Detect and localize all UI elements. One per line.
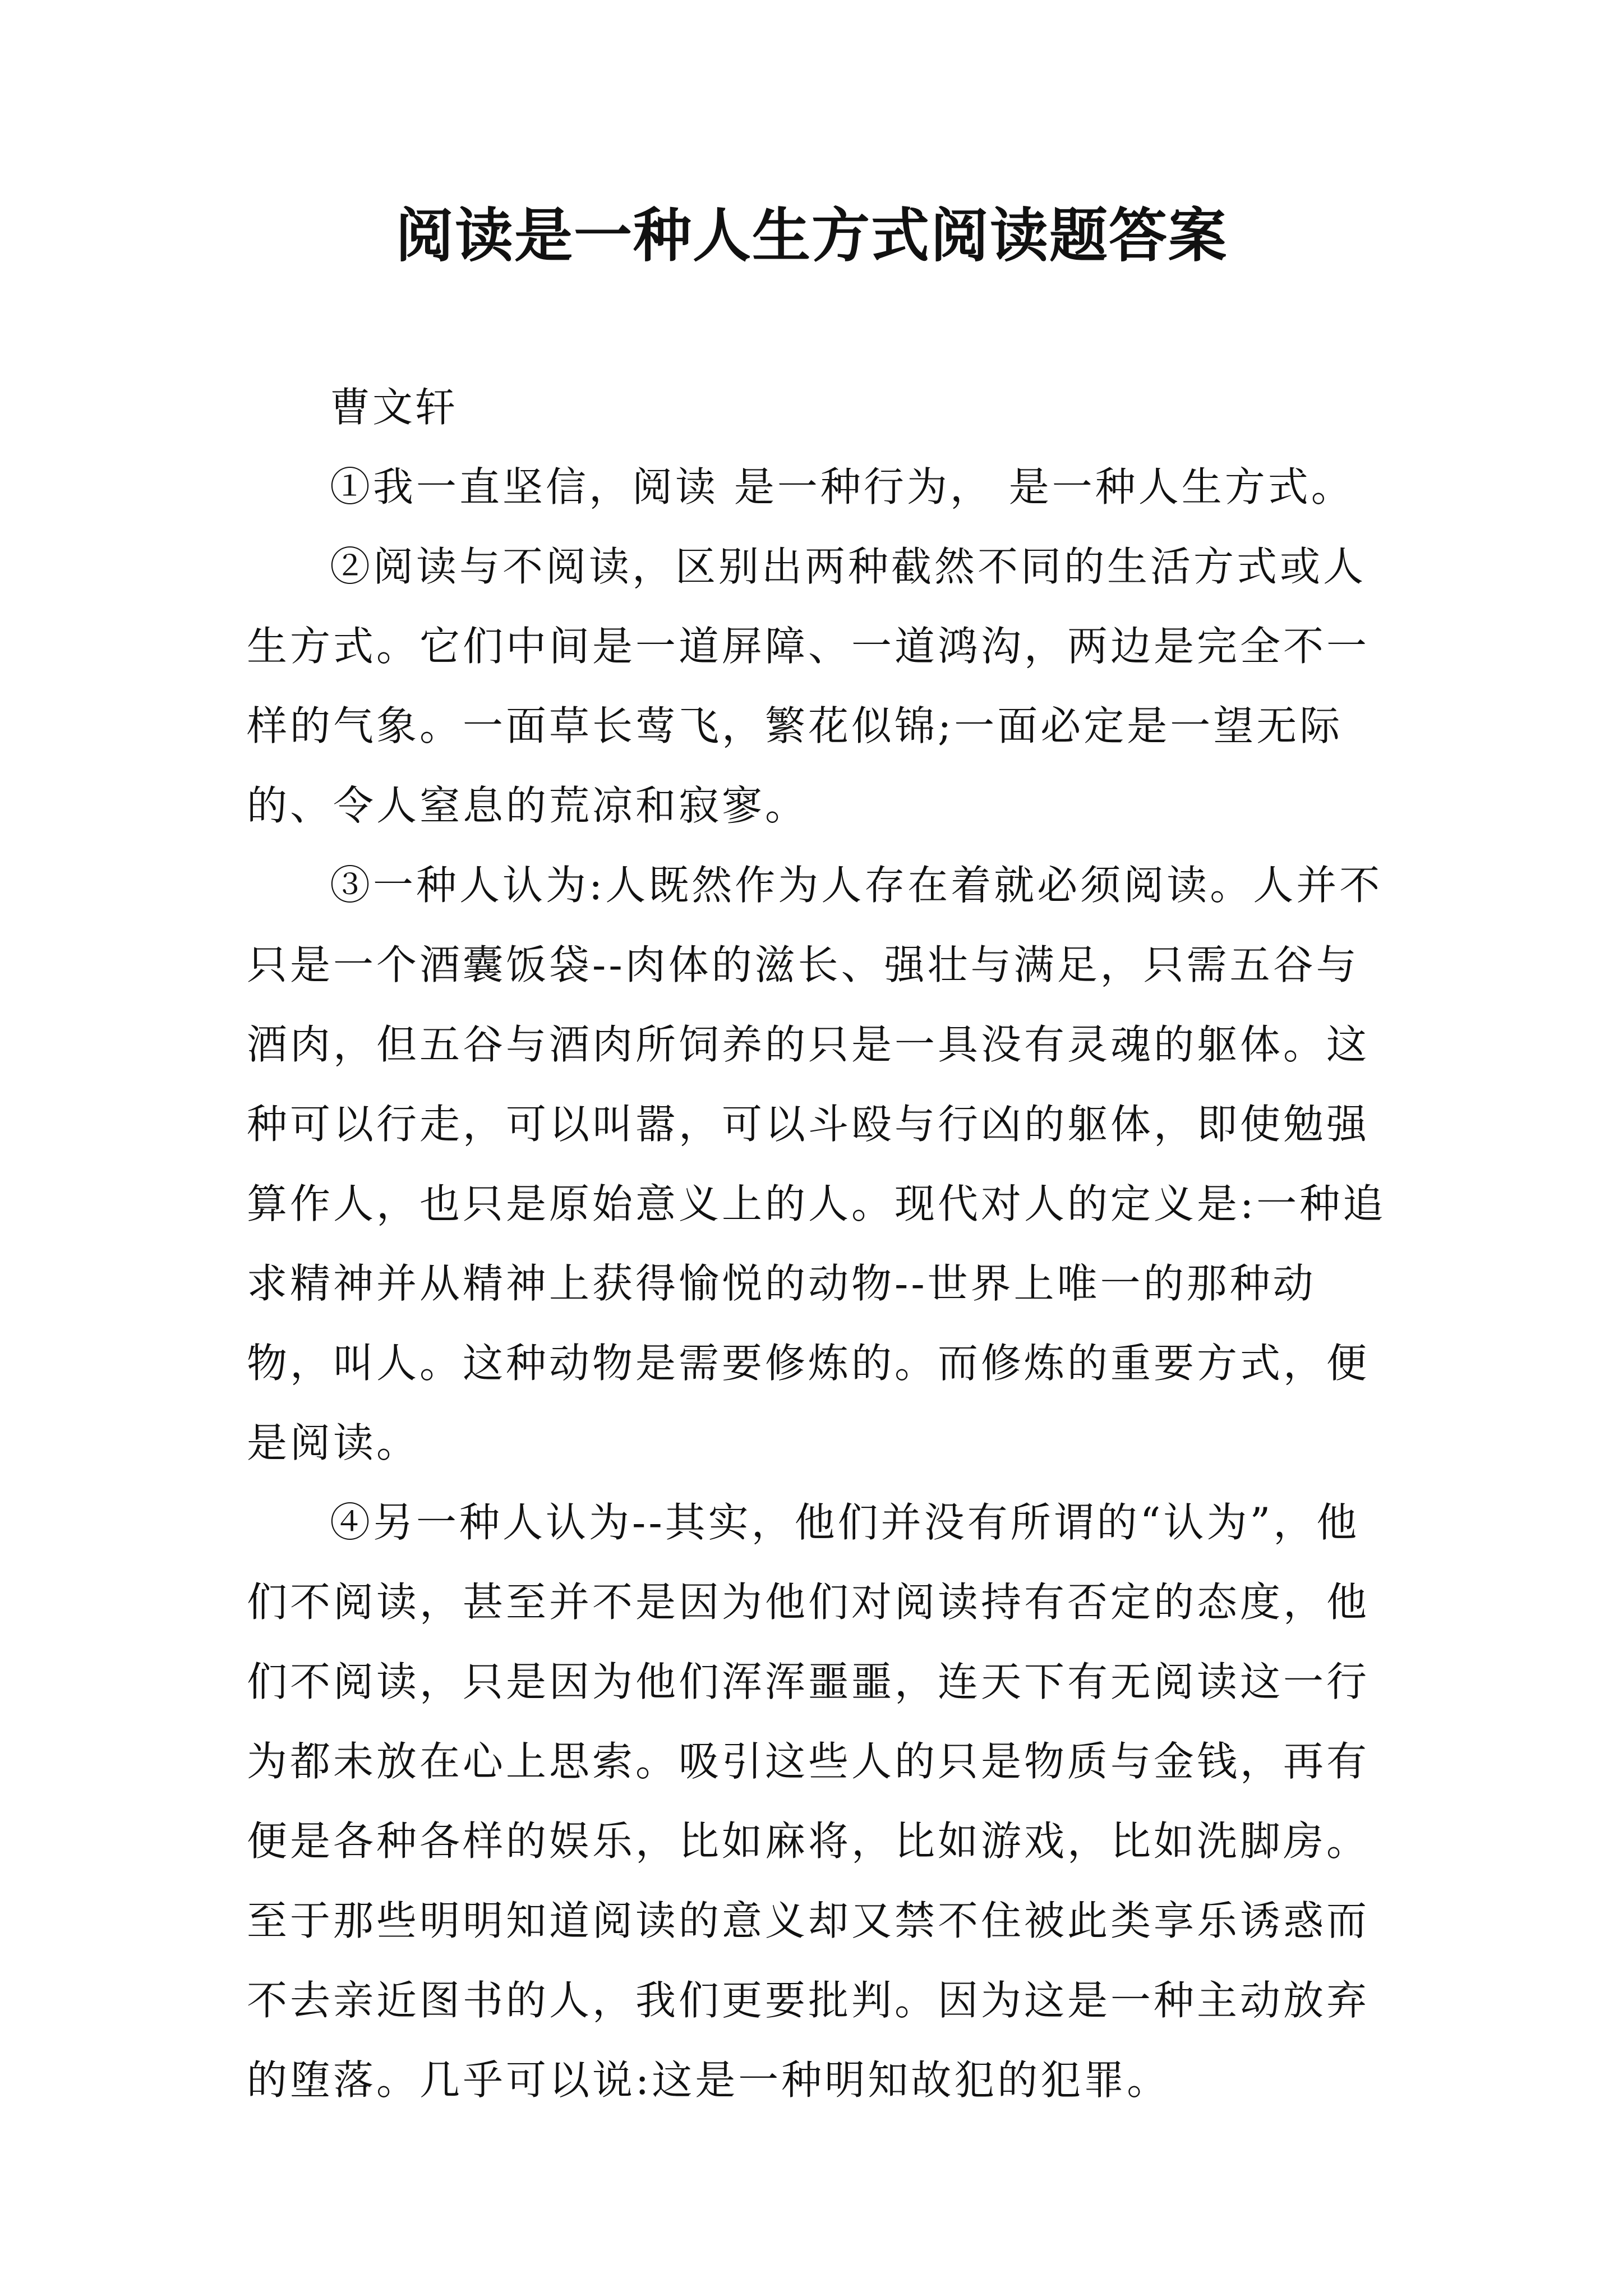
- paragraph-3: ③一种人认为:人既然作为人存在着就必须阅读。人并不只是一个酒囊饭袋--肉体的滋长、强壮与满足，只需五谷与酒肉，但五谷与酒肉所饲养的只是一具没有灵魂的躯体。这种可以行走，可以叫嚣，可以斗殴与行凶的躯体，即使勉强算作人，也只是原始意义上的人。现代对人的定义是:一种追求精神并从精神上获得愉悦的动物--世界上唯一的那种动物，叫人。这种动物是需要修炼的。而修炼的重要方式，便是阅读。: [247, 862, 1386, 1466]
- paragraph-4: ④另一种人认为--其实，他们并没有所谓的“认为”，他们不阅读，甚至并不是因为他们对阅读持有否定的态度，他们不阅读，只是因为他们浑浑噩噩，连天下有无阅读这一行为都未放在心上思索。吸引这些人的只是物质与金钱，再有便是各种各样的娱乐，比如麻将，比如游戏，比如洗脚房。至于那些明明知道阅读的意义却又禁不住被此类享乐诱惑而不去亲近图书的人，我们更要批判。因为这是一种主动放弃的堕落。几乎可以说:这是一种明知故犯的犯罪。: [247, 1499, 1370, 2104]
- paragraph-1: ①我一直坚信，阅读 是一种行为， 是一种人生方式。: [330, 463, 1354, 510]
- document-body: [247, 367, 1402, 2120]
- author-name: 曹文轩: [330, 384, 458, 431]
- document-title: 阅读是一种人生方式阅读题答案: [395, 201, 1228, 270]
- paragraph-2: ②阅读与不阅读，区别出两种截然不同的生活方式或人生方式。它们中间是一道屏障、一道鸿沟，两边是完全不一样的气象。一面草长莺飞，繁花似锦;一面必定是一望无际的、令人窒息的荒凉和寂寥。: [247, 543, 1370, 829]
